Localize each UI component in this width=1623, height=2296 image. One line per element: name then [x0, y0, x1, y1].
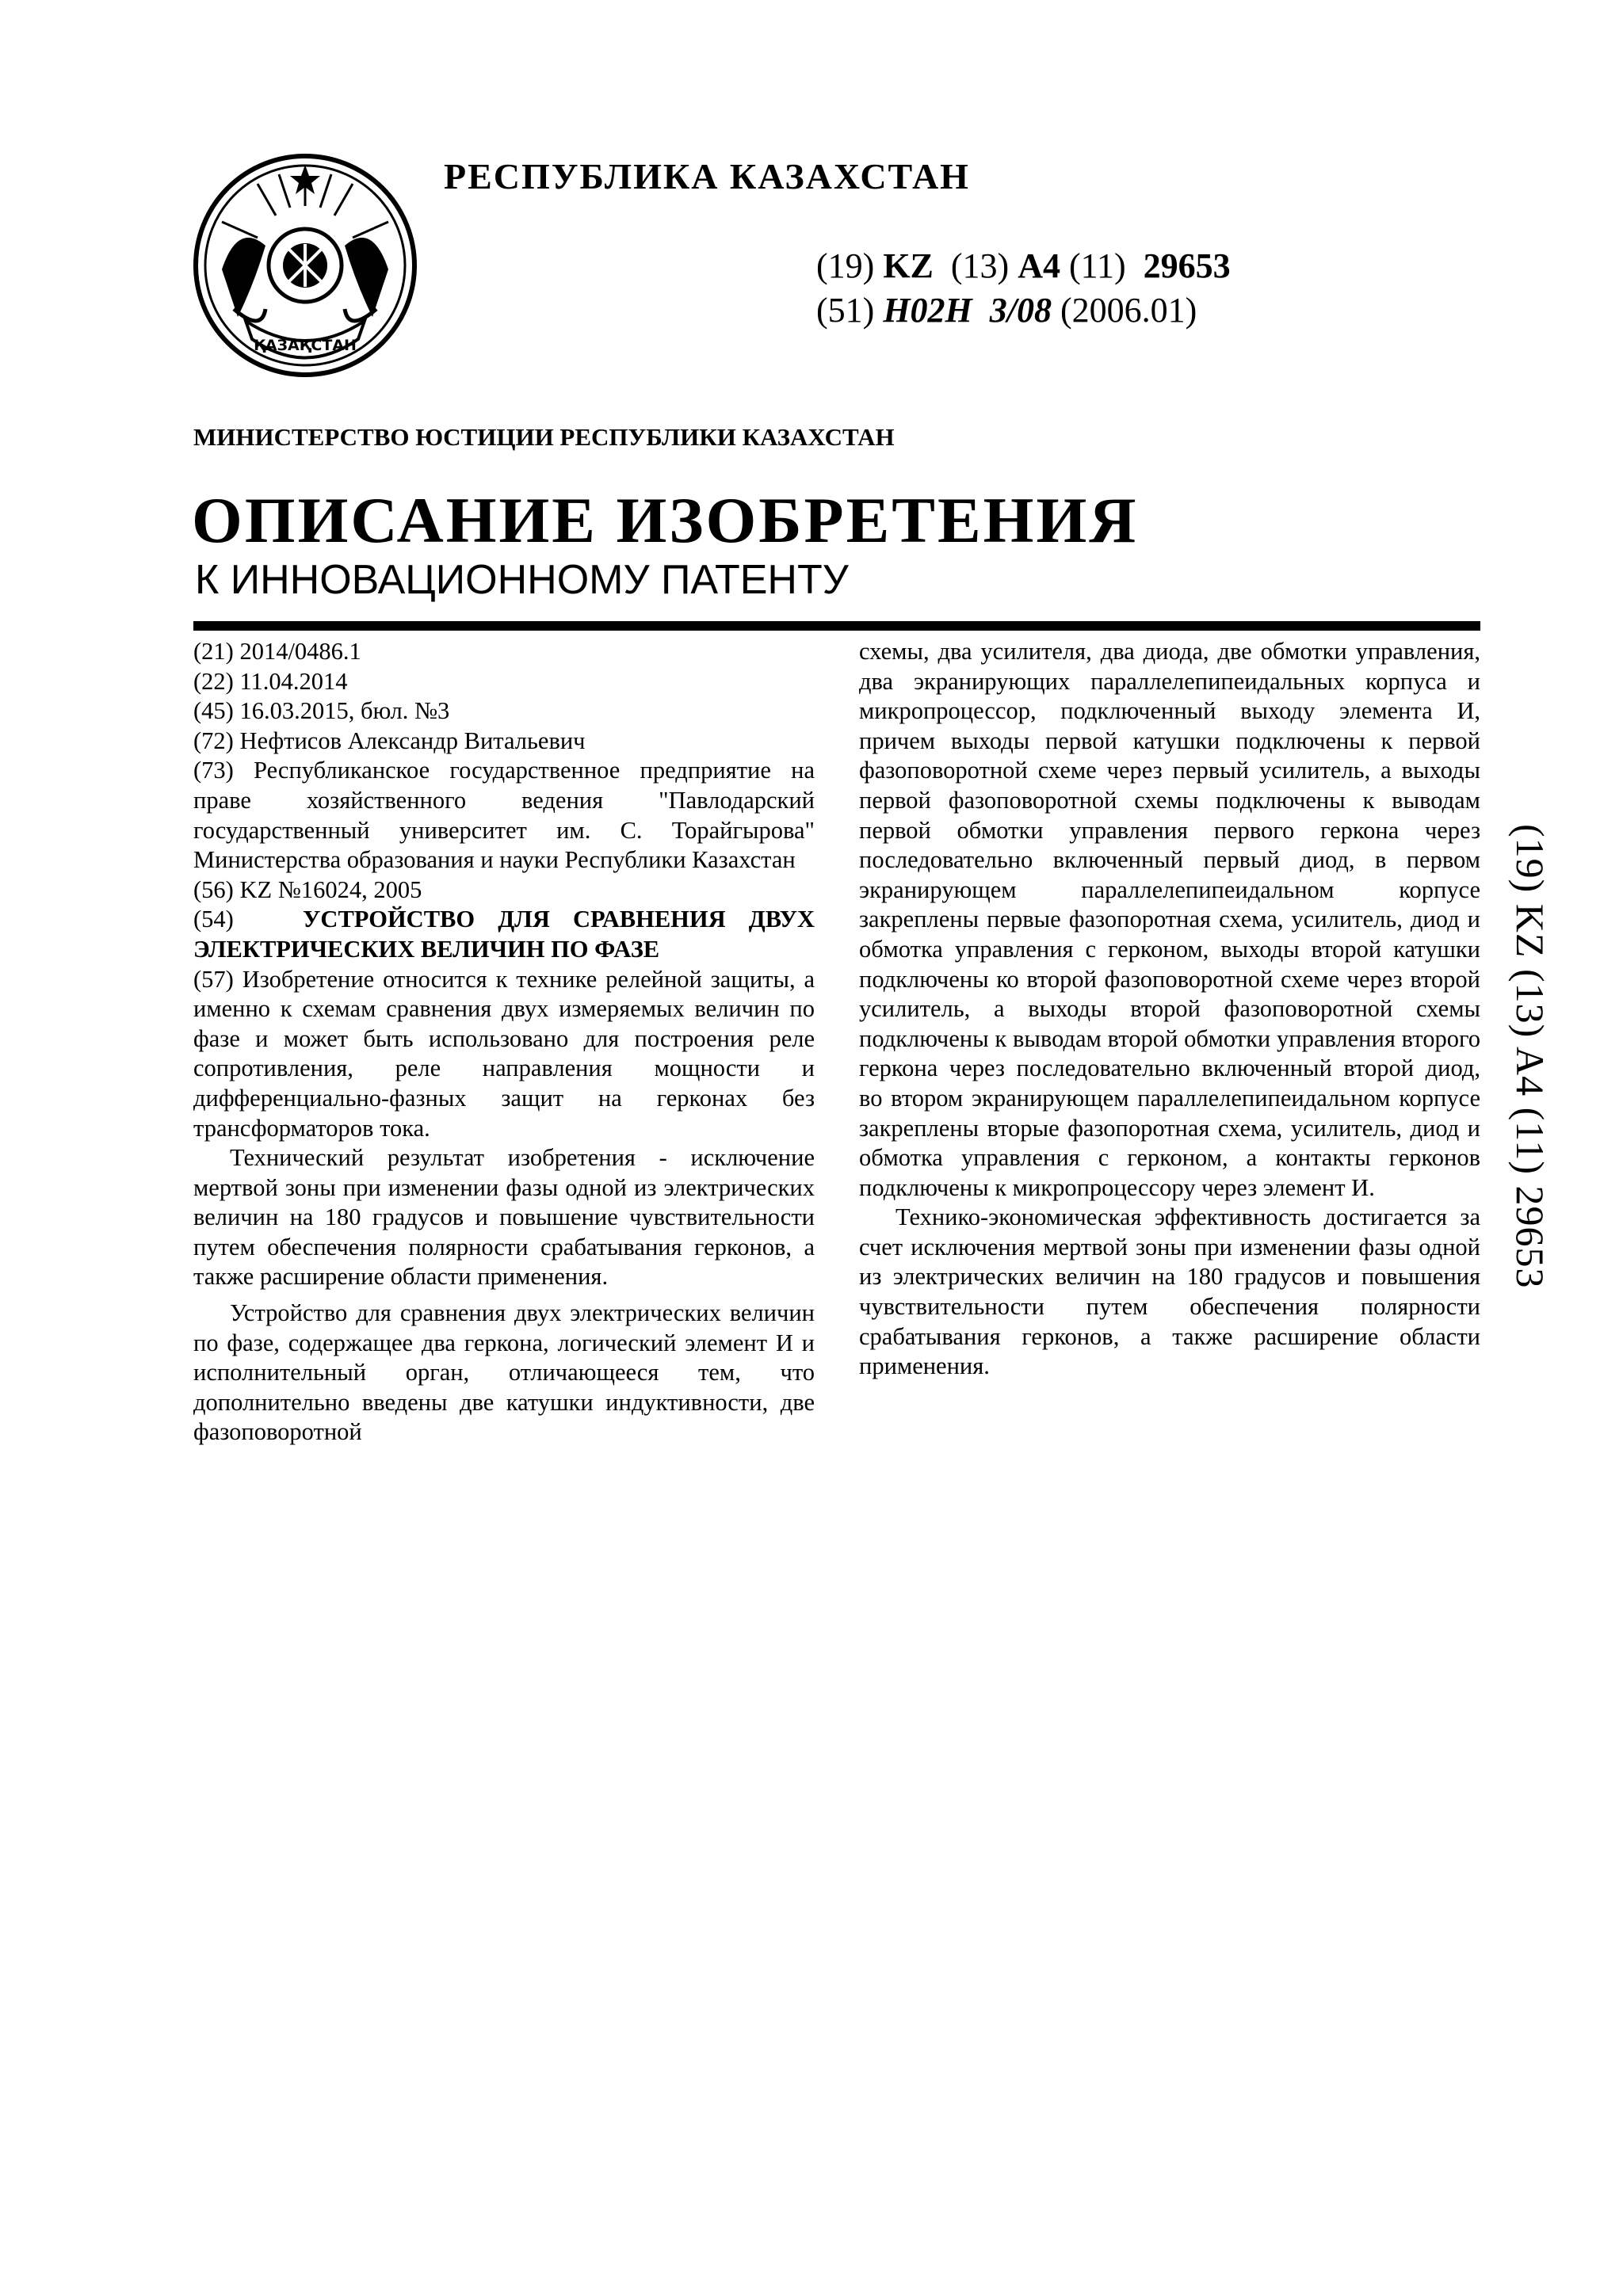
- inid-51: (51): [816, 291, 875, 330]
- field-73: (73) Республиканское государственное предприятие на праве хозяйственного ведения "Павлодарский государственный университет им. С. Торайгырова" Министерства образования и науки Республики Казахстан: [193, 757, 815, 874]
- left-column: [193, 637, 815, 1447]
- side-patent-code: (19) KZ (13) A4 (11) 29653: [1508, 824, 1552, 1289]
- document-title: ОПИСАНИЕ ИЗОБРЕТЕНИЯ: [192, 484, 1139, 556]
- patent-codes: [816, 244, 1231, 333]
- abstract-paragraph-1: (57) Изобретение относится к технике релейной защиты, а именно к схемам сравнения двух измеряемых величин по фазе и может быть использовано для построения реле сопротивления, реле направления мощности и дифференциально-фазных защит на герконах без трансформаторов тока.: [193, 965, 815, 1142]
- state-emblem: [190, 151, 420, 380]
- country-name: РЕСПУБЛИКА КАЗАХСТАН: [444, 156, 970, 196]
- field-45: (45) 16.03.2015, бюл. №3: [193, 697, 450, 725]
- abstract-paragraph-3: Устройство для сравнения двух электрических величин по фазе, содержащее два геркона, логический элемент И и исполнительный орган, отличающееся тем, что дополнительно введены две катушки индуктивности, две фазоповоротной: [193, 1299, 815, 1446]
- emblem-ribbon-text: ҚАЗАҚСТАН: [254, 337, 357, 354]
- ipc-version: (2006.01): [1060, 291, 1197, 330]
- inid-13: (13): [950, 246, 1010, 285]
- country-code: KZ: [883, 246, 934, 285]
- right-column: [859, 637, 1480, 1382]
- field-72: (72) Нефтисов Александр Витальевич: [193, 727, 586, 754]
- ipc-group: 3/08: [989, 291, 1052, 330]
- abstract-paragraph-2: Технический результат изобретения - исключение мертвой зоны при изменении фазы одной из электрических величин на 180 градусов и повышение чувствительности путем обеспечения полярности срабатывания герконов, а также расширение области применения.: [193, 1144, 815, 1291]
- ministry-name: МИНИСТЕРСТВО ЮСТИЦИИ РЕСПУБЛИКИ КАЗАХСТАН: [193, 423, 895, 451]
- patent-number: 29653: [1143, 246, 1231, 285]
- field-54-code: (54): [193, 906, 234, 933]
- field-56: (56) KZ №16024, 2005: [193, 875, 422, 903]
- codes-line-1: [816, 244, 1231, 288]
- inid-11: (11): [1068, 246, 1126, 285]
- inid-19: (19): [816, 246, 875, 285]
- abstract-paragraph-4: схемы, два усилителя, два диода, две обмотки управления, два экранирующих параллелепипеидальных корпуса и микропроцессор, подключенный выходу элемента И, причем выходы первой катушки подключены к первой фазоповоротной схеме через первый усилитель, а выходы первой фазоповоротной схемы подключены к выводам первой обмотки управления первого геркона через последовательно включенный первый диод, в первом экранирующем параллелепипеидальном корпусе закреплены первые фазопоротная схема, усилитель, диод и обмотка управления с герконом, выходы второй катушки подключены ко второй фазоповоротной схеме через второй усилитель, а выходы второй фазоповоротной схемы подключены к выводам второй обмотки управления второго геркона через последовательно включенный второй диод, во втором экранирующем параллелепипеидальном корпусе закреплены вторые фазопоротная схема, усилитель, диод и обмотка управления с герконом, а контакты герконов подключены к микропроцессору через элемент И.: [859, 638, 1480, 1201]
- field-54: [193, 905, 815, 964]
- ipc-class: H02H: [883, 291, 972, 330]
- abstract-paragraph-5: Технико-экономическая эффективность достигается за счет исключения мертвой зоны при изменении фазы одной из электрических величин на 180 градусов и повышения чувствительности путем обеспечения полярности срабатывания герконов, а также расширение области применения.: [859, 1203, 1480, 1380]
- kind-code: A4: [1018, 246, 1060, 285]
- codes-line-2: [816, 288, 1231, 333]
- field-22: (22) 11.04.2014: [193, 667, 348, 695]
- document-subtitle: К ИННОВАЦИОННОМУ ПАТЕНТУ: [195, 557, 849, 603]
- field-21: (21) 2014/0486.1: [193, 638, 361, 665]
- title-rule: [193, 621, 1480, 631]
- invention-title: УСТРОЙСТВО ДЛЯ СРАВНЕНИЯ ДВУХ ЭЛЕКТРИЧЕСКИХ ВЕЛИЧИН ПО ФАЗЕ: [193, 906, 815, 963]
